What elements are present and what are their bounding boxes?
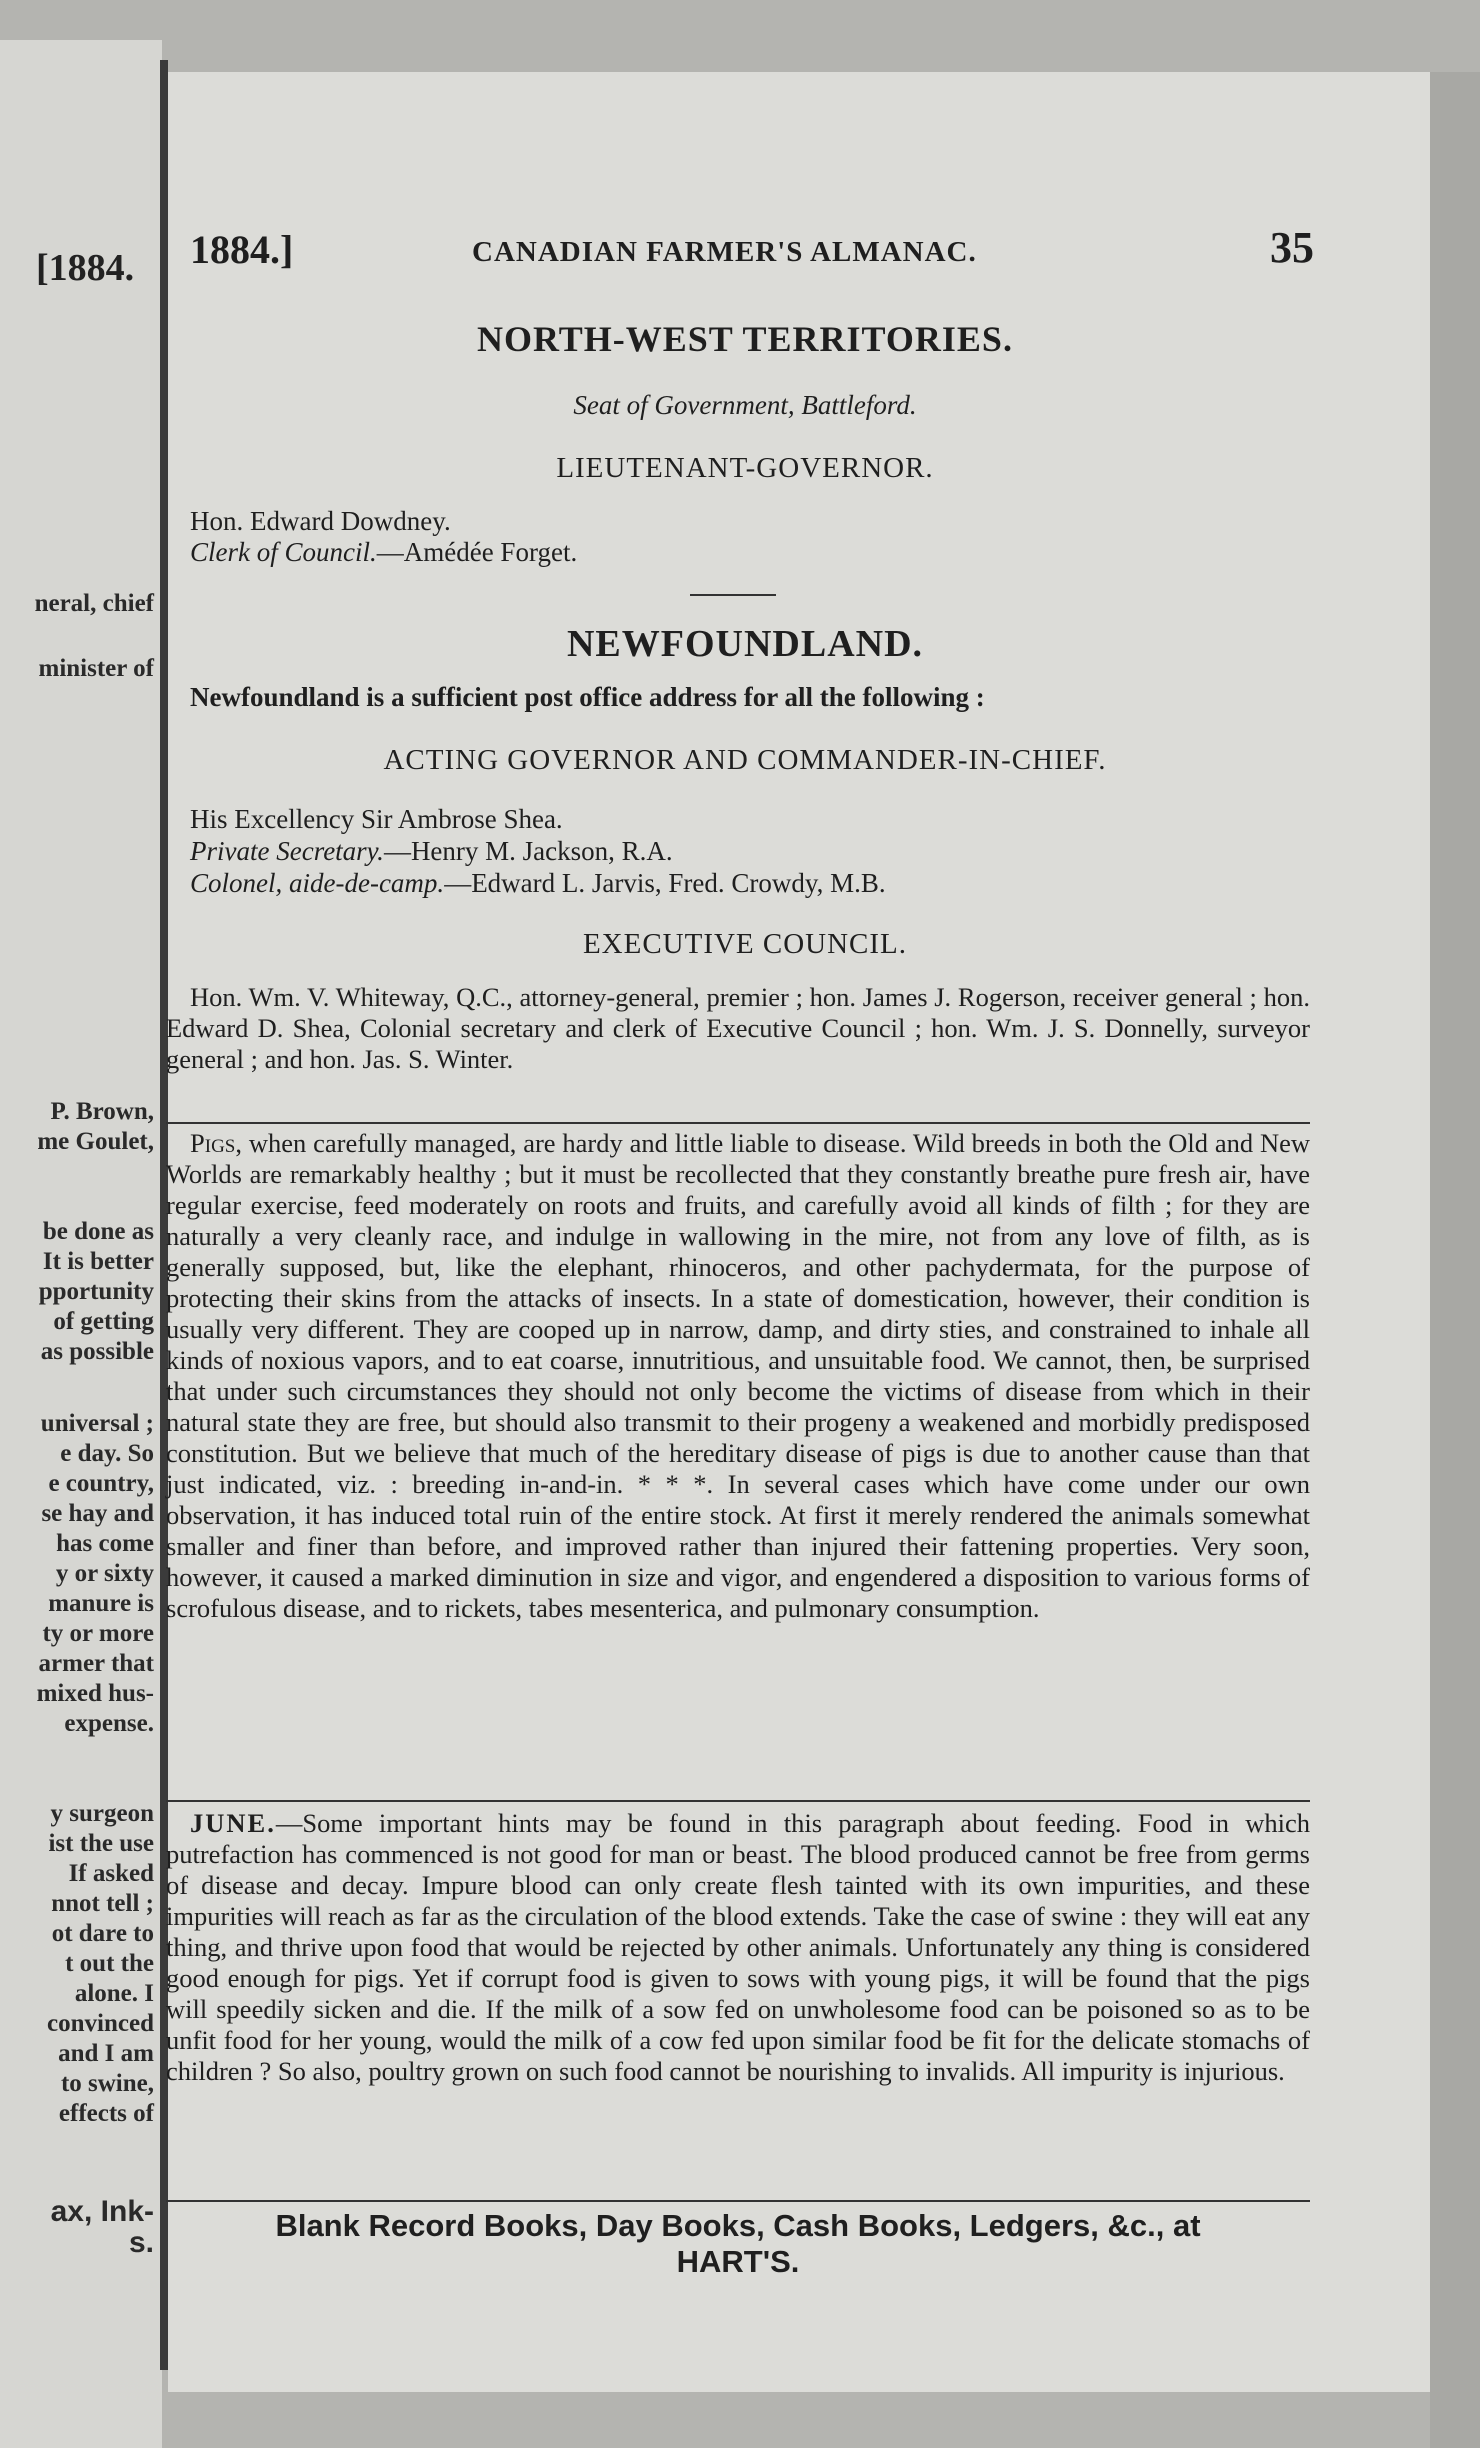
pigs-lead: Pigs,	[190, 1128, 242, 1158]
left-page-fragment: It is better	[42, 1248, 154, 1275]
left-page-fragment: and I am	[58, 2040, 154, 2067]
left-page-fragment: ax, Ink-	[50, 2195, 154, 2228]
left-page-fragment: me Goulet,	[37, 1128, 154, 1155]
left-page-fragment: y surgeon	[50, 1800, 154, 1827]
secretary-label: Private Secretary.	[190, 836, 384, 866]
left-page-fragment: of getting	[53, 1308, 154, 1335]
left-page-fragment: convinced	[47, 2010, 154, 2037]
nwt-heading: NORTH-WEST TERRITORIES.	[477, 319, 1013, 359]
governor-heading: ACTING GOVERNOR AND COMMANDER-IN-CHIEF.	[383, 744, 1107, 776]
left-page-fragment: armer that	[38, 1650, 154, 1677]
left-page-fragment: manure is	[48, 1590, 154, 1617]
clerk-label: Clerk of Council.	[190, 537, 377, 567]
advert-line-1: Blank Record Books, Day Books, Cash Books, Ledgers, &c., at	[275, 2208, 1201, 2243]
left-page-fragment: nnot tell ;	[51, 1890, 154, 1917]
lieutenant-governor-name: Hon. Edward Dowdney.	[190, 506, 451, 536]
left-page-year: [1884.	[36, 247, 135, 289]
header-title: CANADIAN FARMER'S ALMANAC.	[472, 236, 977, 268]
june-text: —Some important hints may be found in this paragraph about feeding. Food in which putrefaction has commenced is not good for man or beast. The blood produced cannot be free from germs of disease and decay. Impure blood can only create flesh tainted with its own impurities, and these impurities will reach as far as the circulation of the blood extends. Take the case of swine : they will eat any thing, and thrive upon food that would be rejected by other animals. Unfortunately any thing is considered good enough for pigs. Yet if corrupt food is given to sows with young pigs, it will be found that the pigs will speedily sicken and die. If the milk of a sow fed on unwholesome food can be poisoned so as to be unfit food for her young, would the milk of a cow fed upon similar food be fit for the delicate stomachs of children ? So also, poultry grown on such food cannot be nourishing to invalids. All impurity is injurious.	[166, 1808, 1310, 2086]
left-page-fragment: P. Brown,	[50, 1098, 154, 1125]
left-page-fragment: has come	[56, 1530, 154, 1557]
left-page-fragment: neral, chief	[34, 590, 154, 617]
lieutenant-governor-heading: LIEUTENANT-GOVERNOR.	[556, 452, 934, 484]
aide-label: Colonel, aide-de-camp.	[190, 868, 445, 898]
pigs-paragraph	[166, 1128, 1310, 1624]
june-lead: JUNE.	[190, 1808, 276, 1838]
advert-line-2: HART'S.	[676, 2244, 800, 2279]
advertisement	[166, 2208, 1310, 2280]
aide-name: —Edward L. Jarvis, Fred. Crowdy, M.B.	[444, 868, 886, 898]
clerk-name: —Amédée Forget.	[376, 537, 578, 567]
private-secretary	[190, 836, 1310, 867]
running-header	[190, 223, 1314, 276]
left-page-fragment: alone. I	[74, 1980, 154, 2007]
left-page-fragment: ot dare to	[51, 1920, 154, 1947]
left-page-fragment: universal ;	[40, 1410, 154, 1437]
left-page-fragment: e country,	[48, 1470, 154, 1497]
left-page-fragment: ist the use	[48, 1830, 154, 1857]
left-page-fragment: mixed hus-	[36, 1680, 154, 1707]
executive-council-text: Hon. Wm. V. Whiteway, Q.C., attorney-general, premier ; hon. James J. Rogerson, receiver general ; hon. Edward D. Shea, Colonial secretary and clerk of Executive Council ; hon. Wm. J. S. Donnelly, surveyor general ; and hon. Jas. S. Winter.	[166, 982, 1310, 1074]
left-page-fragment: expense.	[64, 1710, 154, 1737]
aide-de-camp	[190, 868, 1310, 899]
left-page-fragment: to swine,	[60, 2070, 154, 2097]
article-divider-june	[166, 1800, 1310, 1802]
address-note: Newfoundland is a sufficient post office address for all the following :	[190, 682, 985, 712]
left-page-fragment: If asked	[68, 1860, 154, 1887]
june-paragraph	[166, 1808, 1310, 2087]
left-page-fragment: be done as	[42, 1218, 154, 1245]
left-page-fragment: s.	[128, 2226, 154, 2259]
page-number: 35	[1270, 223, 1314, 272]
secretary-name: —Henry M. Jackson, R.A.	[383, 836, 673, 866]
left-page-fragment: effects of	[58, 2100, 154, 2127]
newfoundland-heading: NEWFOUNDLAND.	[566, 623, 924, 665]
left-page-fragment: as possible	[40, 1338, 154, 1365]
left-page-fragment: y or sixty	[55, 1560, 154, 1587]
left-page-fragment: e day. So	[60, 1440, 154, 1467]
left-page-fragment: se hay and	[41, 1500, 154, 1527]
left-page-fragment: pportunity	[38, 1278, 154, 1305]
section-divider	[690, 594, 776, 596]
governor-name: His Excellency Sir Ambrose Shea.	[190, 804, 563, 834]
left-page-fragment: t out the	[65, 1950, 154, 1977]
right-page-edge	[1430, 72, 1480, 2448]
clerk-of-council	[190, 537, 1310, 568]
article-divider-top	[166, 1122, 1310, 1124]
left-page-fragment: minister of	[38, 655, 154, 682]
pigs-text: when carefully managed, are hardy and little liable to disease. Wild breeds in both the Old and New Worlds are remarkably healthy ; but it must be recollected that they constantly breathe pure fresh air, have regular exercise, feed moderately on roots and fruits, and carefully avoid all kinds of filth ; for they are naturally a very cleanly race, and indulge in wallowing in the mire, not from any love of filth, as is generally supposed, but, like the elephant, rhinoceros, and other pachydermata, for the purpose of protecting their skins from the attacks of insects. In a state of domestication, however, their condition is usually very different. They are cooped up in narrow, damp, and dirty sties, and constrained to inhale all kinds of noxious vapors, and to eat coarse, innutritious, and unsuitable food. We cannot, then, be surprised that under such circumstances they should not only become the victims of disease from which in their natural state they are free, but should also transmit to their progeny a weakened and morbidly predisposed constitution. But we believe that much of the hereditary disease of pigs is due to another cause than that just indicated, viz. : breeding in-and-in. * * *. In several cases which have come under our own observation, it has induced total ruin of the entire stock. At first it merely rendered the animals somewhat smaller and finer than before, and improved rather than injured their fattening properties. Very soon, however, it caused a marked diminution in size and vigor, and engendered a disposition to various forms of scrofulous disease, and to rickets, tabes mesenterica, and pulmonary consumption.	[166, 1128, 1310, 1623]
header-year: 1884.]	[190, 227, 294, 272]
left-page-fragment: ty or more	[42, 1620, 154, 1647]
executive-council-heading: EXECUTIVE COUNCIL.	[582, 928, 908, 960]
nwt-seat: Seat of Government, Battleford.	[573, 390, 917, 420]
advert-divider	[166, 2200, 1310, 2202]
